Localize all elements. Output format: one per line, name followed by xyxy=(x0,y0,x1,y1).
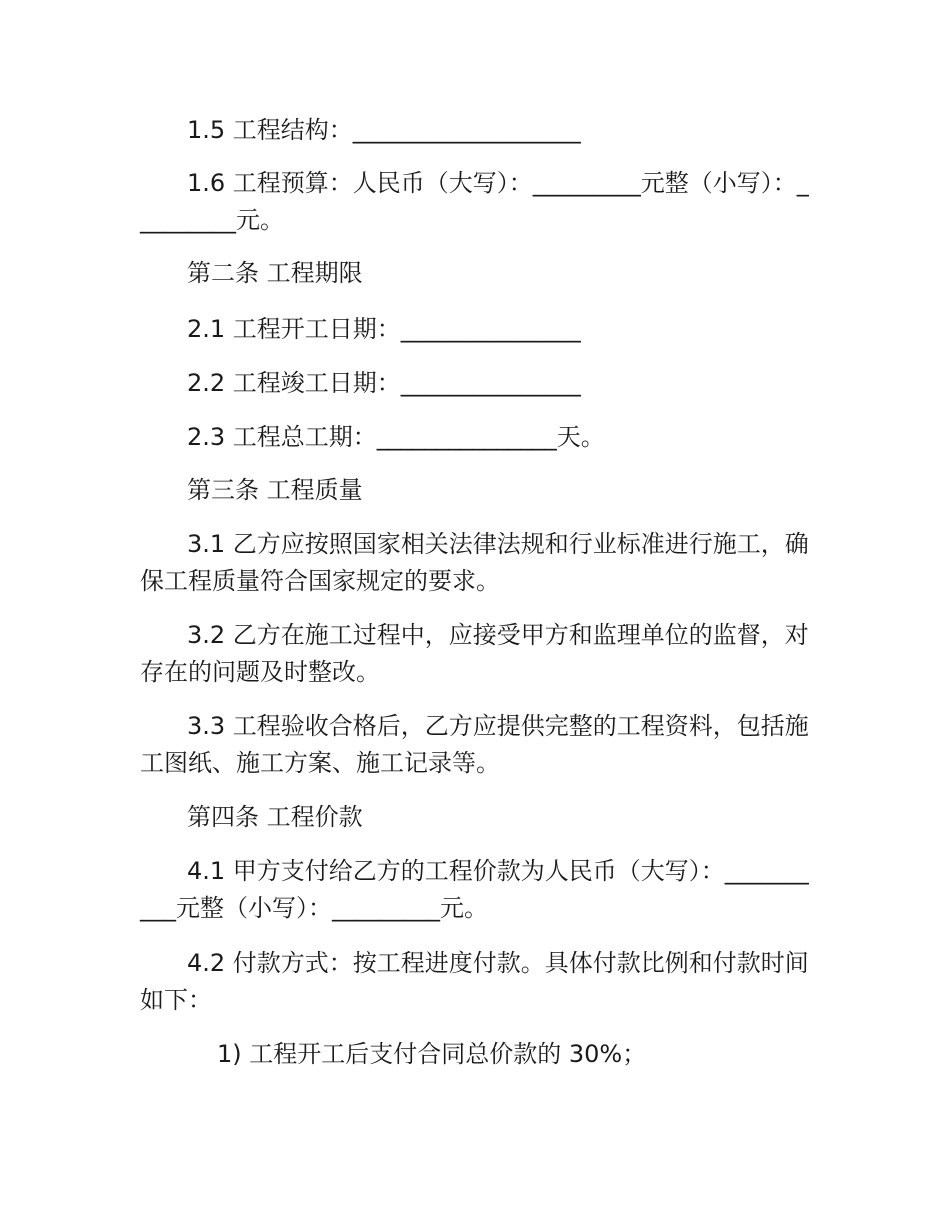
section-heading-3: 第三条 工程质量 xyxy=(187,476,363,504)
clause-2-2: 2.2 工程竣工日期：_______________ xyxy=(187,369,581,397)
clause-4-1: 4.1 甲方支付给乙方的工程价款为人民币（大写）：__________元整（小写）：_________元。 xyxy=(140,857,809,922)
clause-3-3: 3.3 工程验收合格后，乙方应提供完整的工程资料，包括施工图纸、施工方案、施工记录等。 xyxy=(140,712,809,777)
section-heading-4: 第四条 工程价款 xyxy=(187,803,363,831)
section-heading-2: 第二条 工程期限 xyxy=(187,259,363,287)
clause-2-1: 2.1 工程开工日期：_______________ xyxy=(187,315,581,343)
clause-3-1: 3.1 乙方应按照国家相关法律法规和行业标准进行施工，确保工程质量符合国家规定的要求。 xyxy=(140,530,809,595)
clause-4-2: 4.2 付款方式：按工程进度付款。具体付款比例和付款时间如下： xyxy=(140,949,809,1014)
clause-1-5: 1.5 工程结构：___________________ xyxy=(187,116,581,144)
payment-item-1: 1) 工程开工后支付合同总价款的 30%； xyxy=(217,1040,647,1068)
clause-1-6: 1.6 工程预算：人民币（大写）：_________元整（小写）：_________元。 xyxy=(140,169,809,234)
clause-3-2: 3.2 乙方在施工过程中，应接受甲方和监理单位的监督，对存在的问题及时整改。 xyxy=(140,621,809,686)
clause-2-3: 2.3 工程总工期：_______________天。 xyxy=(187,423,605,451)
